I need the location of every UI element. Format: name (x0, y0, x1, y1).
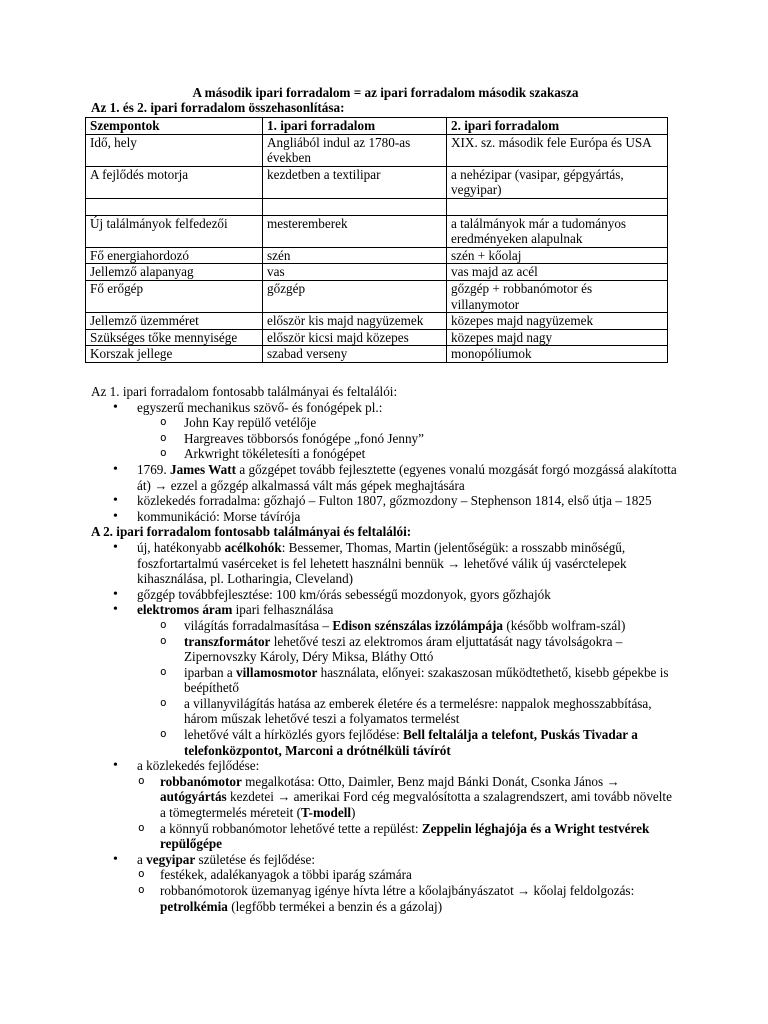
bold-term: acélkohók (224, 539, 282, 555)
bold-term: robbanómotor (160, 773, 242, 789)
comparison-table (85, 117, 668, 363)
list-item-text: 1769. (137, 461, 170, 477)
table-cell: a nehézipar (vasipar, gépgyártás, vegyipar) (447, 166, 668, 198)
table-cell: vas majd az acél (447, 264, 668, 281)
list-item (91, 462, 681, 493)
list-item-text: világítás forradalmasítása – (184, 617, 333, 633)
list-item-text: ) (351, 805, 356, 821)
list-item-text: a közlekedés fejlődése: (137, 758, 260, 774)
table-cell (263, 198, 447, 215)
table-cell: XIX. sz. második fele Európa és USA (447, 134, 668, 166)
list-item-text: : Bessemer, Thomas, Martin (jelentőségük: a rosszabb minőségű, foszfortartalmú vasérceket is fel lehetett használni bennük → lehetővé válik új vasérctelepek kihasználása, pl. Lotharingia, Cleveland) (137, 539, 627, 587)
list-item: • gőzgép továbbfejlesztése: 100 km/órás sebességű mozdonyok, gyors gőzhajók (91, 587, 681, 603)
table-cell: A fejlődés motorja (86, 166, 263, 198)
table-header-cell: Szempontok (86, 118, 263, 135)
list-item-text: megalkotása: Otto, Daimler, Benz majd Bánki Donát, Csonka János → (241, 773, 620, 789)
bold-term: T-modell (300, 805, 352, 821)
table-cell (447, 198, 668, 215)
list-item-text: a (137, 851, 147, 867)
bold-term: Edison szénszálas izzólámpája (332, 617, 504, 633)
list-item-text: a gőzgépet tovább fejlesztette (egyenes vonalú mozgását forgó mozgássá alakította át) → ezzel a gőzgép alkalmassá vált más gépek meghajtására (137, 461, 677, 493)
comparison-subtitle: Az 1. és 2. ipari forradalom összehasonlítása: (91, 100, 345, 115)
table-cell: Új találmányok felfedezői (86, 215, 263, 247)
list-item-text: ipari felhasználása (232, 602, 334, 618)
list-item (91, 400, 681, 462)
bold-term: autógyártás (160, 789, 227, 805)
table-row (86, 264, 668, 281)
table-cell: Szükséges tőke mennyisége (86, 329, 263, 346)
sub-list (91, 867, 681, 914)
list-item-text: születése és fejlődése: (195, 851, 315, 867)
table-row (86, 247, 668, 264)
sub-list-item: o a villanyvilágítás hatása az emberek életére és a termelésre: nappalok meghosszabbítása, három műszak lehetővé teszi a folyamatos termelést (91, 696, 681, 727)
table-cell: monopóliumok (447, 346, 668, 363)
sub-list-item (91, 821, 681, 852)
sub-list-item: o John Kay repülő vetélője (91, 415, 681, 431)
bold-term: vegyipar (146, 851, 196, 867)
bold-term: Bell feltalálja a telefont, Puskás Tivadar a telefonközpontot, Marconi a drótnélküli távírót (184, 727, 638, 758)
inventor-name: James Watt (169, 461, 237, 477)
list-item-text: új, hatékonyabb (137, 539, 225, 555)
section1-list (91, 400, 681, 525)
table-row (86, 280, 668, 312)
table-cell: vas (263, 264, 447, 281)
sub-list-item (91, 618, 681, 634)
table-cell: közepes majd nagyüzemek (447, 313, 668, 330)
table-cell: Fő energiahordozó (86, 247, 263, 264)
table-cell: kezdetben a textilipar (263, 166, 447, 198)
table-row (86, 329, 668, 346)
table-header-cell: 1. ipari forradalom (263, 118, 447, 135)
table-cell: gőzgép (263, 280, 447, 312)
table-cell: Idő, hely (86, 134, 263, 166)
list-item (91, 540, 681, 587)
section2-list (91, 540, 681, 914)
sub-list (91, 774, 681, 852)
list-item-text: robbanómotorok üzemanyag igénye hívta létre a kőolajbányászatot → kőolaj feldolgozás: (160, 883, 635, 898)
list-item: • kommunikáció: Morse távírója (91, 509, 681, 525)
list-item-text: a könnyű robbanómotor lehetővé tette a repülést: (160, 820, 422, 836)
sub-list-item: o Arkwright tökéletesíti a fonógépet (91, 446, 681, 462)
table-cell: Jellemző üzemméret (86, 313, 263, 330)
bold-term: villamosmotor (236, 664, 318, 680)
table-row (86, 166, 668, 198)
bold-term: elektromos áram (137, 602, 233, 618)
sub-list-item (91, 883, 681, 914)
list-item-text: egyszerű mechanikus szövő- és fonógépek pl.: (137, 399, 383, 415)
bold-term: Zeppelin léghajója és a Wright testvérek repülőgépe (160, 820, 650, 852)
table-cell: a találmányok már a tudományos eredményeken alapulnak (447, 215, 668, 247)
table-header-row (86, 118, 668, 135)
section2-title: A 2. ipari forradalom fontosabb találmányai és feltalálói: (91, 524, 412, 540)
sub-list-item: o Hargreaves többorsós fonógépe „fonó Jenny” (91, 431, 681, 447)
sub-list-item (91, 774, 681, 821)
list-item-text: (később wolfram-szál) (503, 617, 626, 633)
sub-list (91, 415, 681, 462)
table-row (86, 134, 668, 166)
document-title: A második ipari forradalom = az ipari forradalom második szakasza (192, 85, 579, 100)
table-cell: Korszak jellege (86, 346, 263, 363)
list-item: • közlekedés forradalma: gőzhajó – Fulton 1807, gőzmozdony – Stephenson 1814, első útja – 1825 (91, 493, 681, 509)
document-body (91, 384, 681, 914)
bold-term: transzformátor (184, 633, 271, 649)
table-cell: először kicsi majd közepes (263, 329, 447, 346)
list-item-text: lehetővé teszi az elektromos áram eljuttatását nagy távolságokra – Zipernovszky Károly, Déry Miksa, Bláthy Ottó (184, 633, 623, 665)
table-cell: szén (263, 247, 447, 264)
table-cell: szabad verseny (263, 346, 447, 363)
table-cell: Fő erőgép (86, 280, 263, 312)
table-cell: Angliából indul az 1780-as években (263, 134, 447, 166)
list-item-text: lehetővé vált a hírközlés gyors fejlődése: (184, 727, 403, 743)
list-item (91, 758, 681, 852)
table-cell: mesteremberek (263, 215, 447, 247)
table-cell: közepes majd nagy (447, 329, 668, 346)
list-item (91, 602, 681, 758)
table-row (86, 346, 668, 363)
sub-list-item (91, 727, 681, 758)
table-cell: Jellemző alapanyag (86, 264, 263, 281)
table-cell (86, 198, 263, 215)
table-cell: szén + kőolaj (447, 247, 668, 264)
list-item (91, 852, 681, 914)
list-item-text: (legfőbb termékei a benzin és a gázolaj) (227, 898, 443, 914)
sub-list-item: o festékek, adalékanyagok a többi iparág számára (91, 867, 681, 883)
table-cell: először kis majd nagyüzemek (263, 313, 447, 330)
list-item-text: kezdetei → amerikai Ford cég megvalósította a szalagrendszert, ami tovább növelte a tömegtermelés méreteit ( (160, 789, 672, 821)
sub-list-item (91, 634, 681, 665)
table-header-cell: 2. ipari forradalom (447, 118, 668, 135)
sub-list (91, 618, 681, 758)
list-item-text: használata, előnyei: szakaszosan működtethető, kisebb gépekbe is beépíthető (184, 664, 669, 696)
table-row (86, 313, 668, 330)
list-item-text: iparban a (184, 664, 236, 680)
table-row-empty (86, 198, 668, 215)
table-row (86, 215, 668, 247)
section1-title: Az 1. ipari forradalom fontosabb találmányai és feltalálói: (91, 384, 398, 399)
sub-list-item (91, 665, 681, 696)
table-cell: gőzgép + robbanómotor és villanymotor (447, 280, 668, 312)
bold-term: petrolkémia (160, 898, 228, 914)
